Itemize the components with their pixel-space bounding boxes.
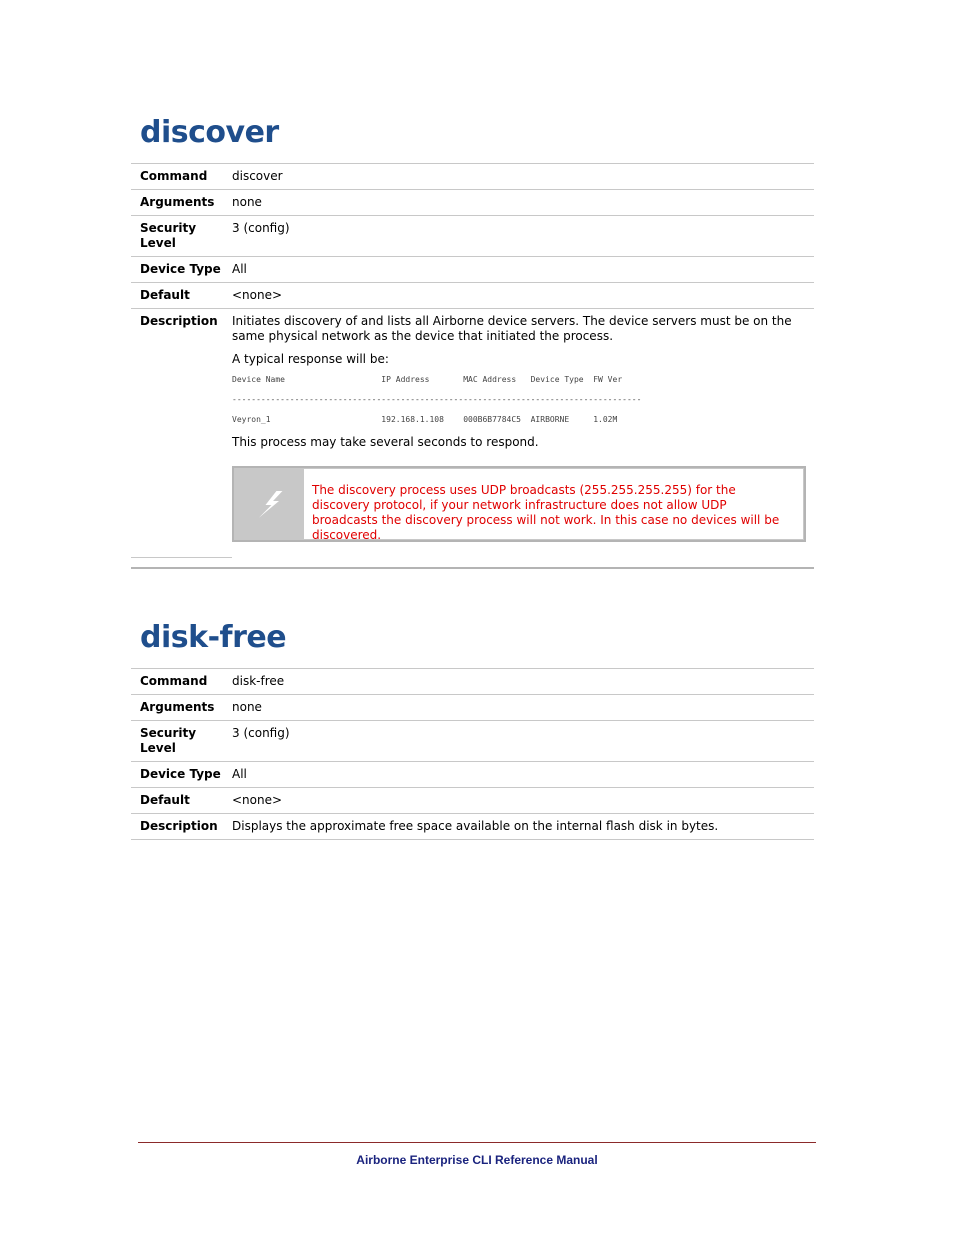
row-value: 3 (config) xyxy=(232,216,814,257)
table-row xyxy=(131,721,814,762)
row-value: All xyxy=(232,762,814,788)
row-value: <none> xyxy=(232,788,814,814)
row-value: discover xyxy=(232,164,814,190)
row-label: Device Type xyxy=(131,762,232,788)
warning-note xyxy=(232,466,806,542)
row-label: Default xyxy=(131,283,232,309)
table-row xyxy=(131,283,814,309)
section-title: discover xyxy=(140,115,279,150)
typical-response-label: A typical response will be: xyxy=(232,352,389,366)
command-table xyxy=(131,668,814,840)
table-row xyxy=(131,788,814,814)
response-row: Veyron_1 192.168.1.108 000B6B7784C5 AIRBORNE 1.02M xyxy=(232,415,618,424)
section-disk-free xyxy=(131,620,814,840)
footer-title: Airborne Enterprise CLI Reference Manual xyxy=(356,1153,598,1167)
row-label: Command xyxy=(131,669,232,695)
row-label: Command xyxy=(131,164,232,190)
table-row xyxy=(131,216,814,257)
row-value: Displays the approximate free space available on the internal flash disk in bytes. xyxy=(232,814,814,840)
description-text: Initiates discovery of and lists all Airborne device servers. The device servers must be on the same physical network as the device that initiated the process. xyxy=(232,314,792,343)
section-title: disk-free xyxy=(140,620,287,655)
row-label: Default xyxy=(131,788,232,814)
table-row xyxy=(131,309,814,558)
table-row xyxy=(131,814,814,840)
footer-rule xyxy=(138,1142,816,1143)
response-header: Device Name IP Address MAC Address Device Type FW Ver xyxy=(232,375,623,384)
row-label: Security Level xyxy=(131,216,232,257)
row-value: 3 (config) xyxy=(232,721,814,762)
table-row xyxy=(131,257,814,283)
row-value: All xyxy=(232,257,814,283)
row-label: Arguments xyxy=(131,190,232,216)
table-row xyxy=(131,695,814,721)
row-label: Description xyxy=(131,814,232,840)
after-text: This process may take several seconds to respond. xyxy=(232,435,539,449)
row-label: Device Type xyxy=(131,257,232,283)
lightning-icon xyxy=(234,468,304,540)
response-divider: ------------------------------------------------------------------------------------- xyxy=(232,395,642,404)
response-sample xyxy=(232,375,804,425)
description-cell xyxy=(232,309,814,558)
row-label: Description xyxy=(131,309,232,558)
table-row xyxy=(131,164,814,190)
row-value: disk-free xyxy=(232,669,814,695)
table-row xyxy=(131,190,814,216)
row-label: Security Level xyxy=(131,721,232,762)
table-row xyxy=(131,762,814,788)
row-value: none xyxy=(232,190,814,216)
row-value: <none> xyxy=(232,283,814,309)
warning-note-text: The discovery process uses UDP broadcasts (255.255.255.255) for the discovery protocol, if your network infrastructure does not allow UDP broadcasts the discovery process will not work. In this case no devices will be discovered. xyxy=(304,469,803,539)
section-divider xyxy=(131,567,814,569)
section-discover xyxy=(131,115,814,558)
row-value: none xyxy=(232,695,814,721)
command-table xyxy=(131,163,814,558)
table-row xyxy=(131,669,814,695)
row-label: Arguments xyxy=(131,695,232,721)
